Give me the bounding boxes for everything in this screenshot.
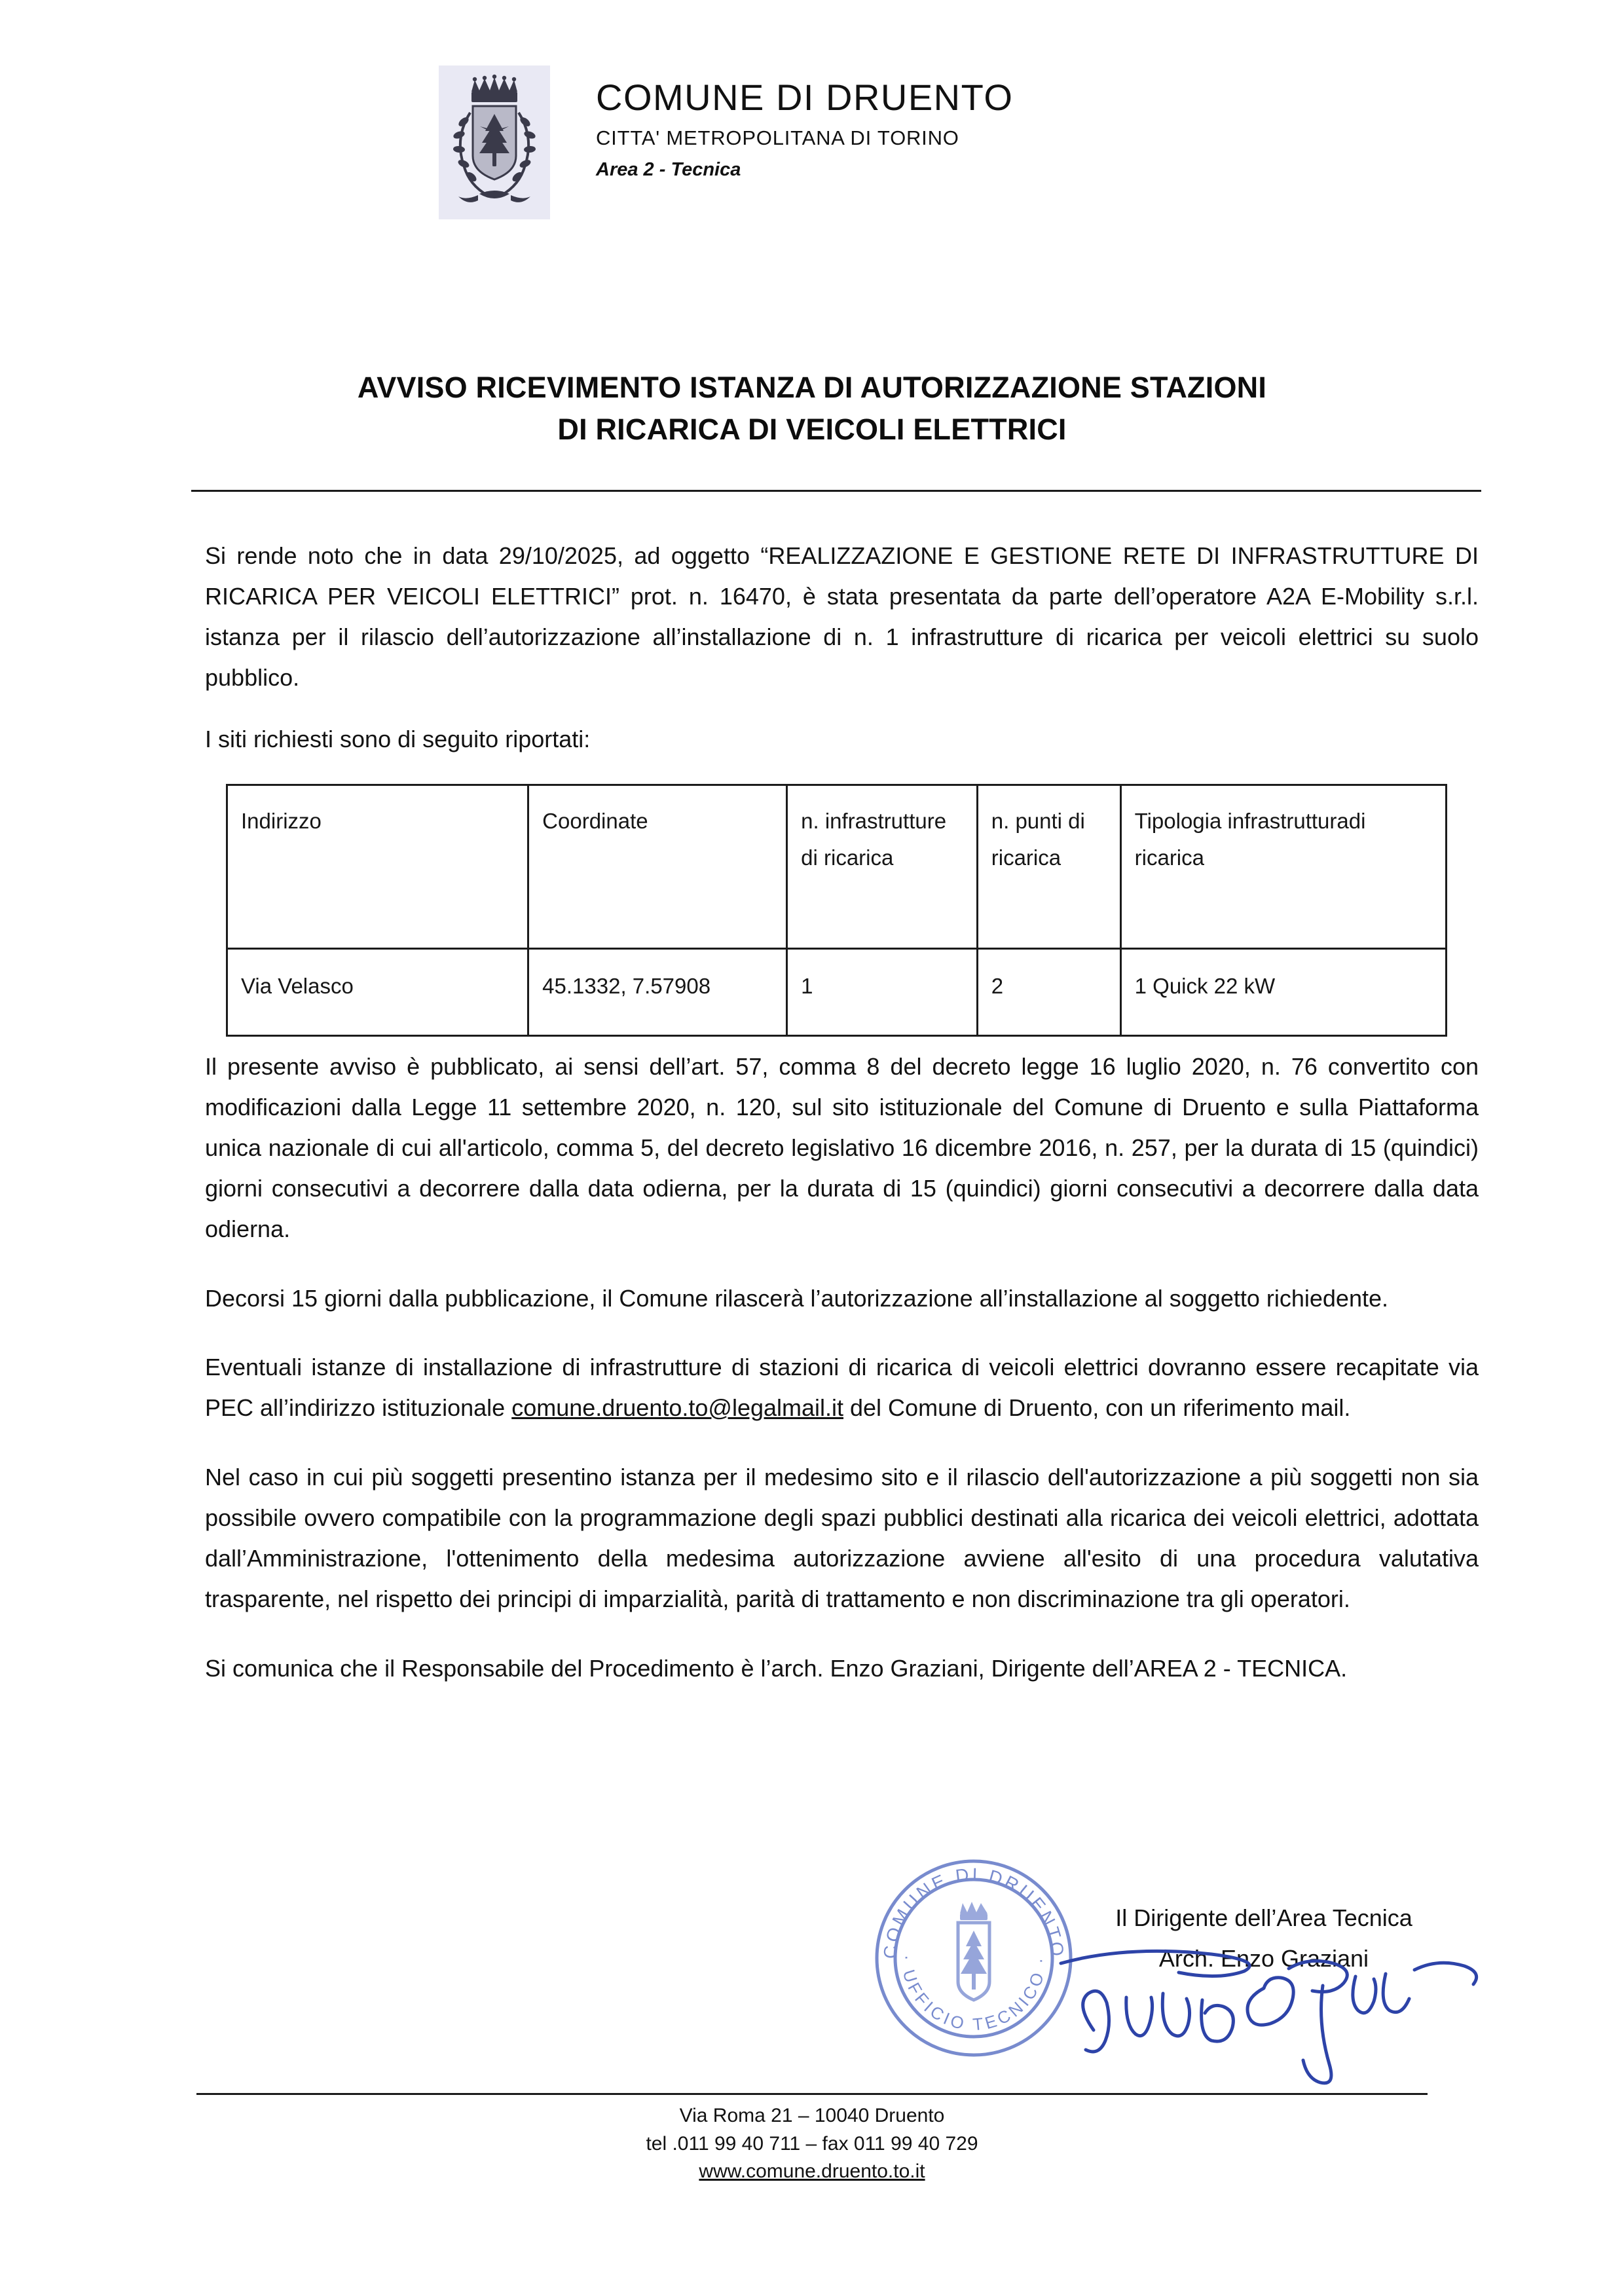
th-tipologia-part-3: ricarica xyxy=(1134,845,1204,870)
official-stamp-icon xyxy=(869,1853,1079,2063)
th-n-punti: n. punti di ricarica xyxy=(977,785,1120,949)
paragraph-pec-before: Eventuali istanze di installazione di infrastrutture di stazioni di ricarica di veicoli elettrici dovranno essere recapitate via PEC all’indirizzo istituzionale xyxy=(205,1354,1479,1422)
title-divider xyxy=(191,490,1481,492)
cell-n-punti: 2 xyxy=(977,949,1120,1036)
th-coordinate: Coordinate xyxy=(528,785,787,949)
th-tipologia-part-1: Tipologia infrastruttura xyxy=(1134,809,1349,833)
body-intro xyxy=(205,536,1479,732)
paragraph-notice: Si rende noto che in data 29/10/2025, ad oggetto “REALIZZAZIONE E GESTIONE RETE DI INFRASTRUTTURE DI RICARICA PER VEICOLI ELETTRICI” prot. n. 16470, è stata presentata da parte dell’operatore A2A E-Mobility s.r.l. istanza per il rilascio dell’autorizzazione all’installazione di n. 1 infrastrutture di ricarica per veicoli elettrici su suolo pubblico. xyxy=(205,542,1479,691)
document-footer xyxy=(0,2102,1624,2186)
footer-phone: tel .011 99 40 711 – fax 011 99 40 729 xyxy=(646,2132,978,2155)
paragraph-publication: Il presente avviso è pubblicato, ai sensi dell’art. 57, comma 8 del decreto legge 16 luglio 2020, n. 76 convertito con modificazioni dalla Legge 11 settembre 2020, n. 120, sul sito istituzionale del Comune di Druento e sulla Piattaforma unica nazionale di cui all'articolo, comma 5, del decreto legislativo 16 dicembre 2016, n. 257, per la durata di 15 (quindici) giorni consecutivi a decorrere dalla data odierna, per la durata di 15 (quindici) giorni consecutivi a decorrere dalla data odierna. xyxy=(205,1053,1479,1242)
paragraph-multiple-applicants: Nel caso in cui più soggetti presentino istanza per il medesimo sito e il rilascio dell'autorizzazione a più soggetti non sia possibile ovvero compatibile con la programmazione degli spazi pubblici destinati alla ricarica dei veicoli elettrici, adottata dall’Amministrazione, l'ottenimento della medesima autorizzazione avviene all'esito di una procedura valutativa trasparente, nel rispetto dei principi di imparzialità, parità di trattamento e non discriminazione tra gli operatori. xyxy=(205,1464,1479,1612)
table-row xyxy=(227,949,1447,1036)
sites-intro: I siti richiesti sono di seguito riportati: xyxy=(205,726,591,752)
organization-area: Area 2 - Tecnica xyxy=(596,158,741,180)
page-title-line-1: AVVISO RICEVIMENTO ISTANZA DI AUTORIZZAZIONE STAZIONI xyxy=(357,371,1267,404)
organization-subtitle: CITTA' METROPOLITANA DI TORINO xyxy=(596,126,959,149)
th-indirizzo: Indirizzo xyxy=(227,785,528,949)
signature-role: Il Dirigente dell’Area Tecnica xyxy=(1115,1904,1412,1931)
svg-text:COMUNE DI DRUENTO: COMUNE DI DRUENTO xyxy=(879,1864,1068,1960)
document-header xyxy=(0,65,1624,219)
organization-name: COMUNE DI DRUENTO xyxy=(596,77,1014,118)
paragraph-pec-after: del Comune di Druento, con un riferimento mail. xyxy=(843,1394,1351,1422)
svg-text:· UFFICIO TECNICO ·: · UFFICIO TECNICO · xyxy=(897,1954,1050,2035)
sites-intro-block xyxy=(205,719,1479,765)
cell-n-infrastrutture: 1 xyxy=(787,949,978,1036)
paragraph-responsible: Si comunica che il Responsabile del Procedimento è l’arch. Enzo Graziani, Dirigente dell’AREA 2 - TECNICA. xyxy=(205,1654,1348,1682)
cell-tipologia: 1 Quick 22 kW xyxy=(1120,949,1446,1036)
paragraph-authorization: Decorsi 15 giorni dalla pubblicazione, il Comune rilascerà l’autorizzazione all’installazione al soggetto richiedente. xyxy=(205,1284,1388,1312)
footer-divider xyxy=(196,2093,1428,2095)
page-title-line-2: DI RICARICA DI VEICOLI ELETTRICI xyxy=(557,412,1067,446)
signature-name: Arch. Enzo Graziani xyxy=(1158,1944,1369,1972)
header-text-block xyxy=(596,65,1185,181)
cell-coordinate: 45.1332, 7.57908 xyxy=(528,949,787,1036)
cell-indirizzo: Via Velasco xyxy=(227,949,528,1036)
coat-of-arms-icon xyxy=(439,65,550,219)
body-main xyxy=(205,1046,1479,1832)
pec-email-link[interactable]: comune.druento.to@legalmail.it xyxy=(511,1394,844,1422)
sites-table xyxy=(226,784,1447,1037)
table-header-row xyxy=(227,785,1447,949)
footer-website-link[interactable]: www.comune.druento.to.it xyxy=(699,2160,925,2183)
page-title xyxy=(0,367,1624,451)
th-tipologia-part-2: di xyxy=(1348,809,1366,833)
signature-block xyxy=(1061,1899,1467,1977)
paragraph-pec xyxy=(205,1347,1479,1428)
th-tipologia xyxy=(1120,785,1446,949)
footer-address: Via Roma 21 – 10040 Druento xyxy=(679,2105,945,2126)
th-n-infrastrutture: n. infrastrutture di ricarica xyxy=(787,785,978,949)
